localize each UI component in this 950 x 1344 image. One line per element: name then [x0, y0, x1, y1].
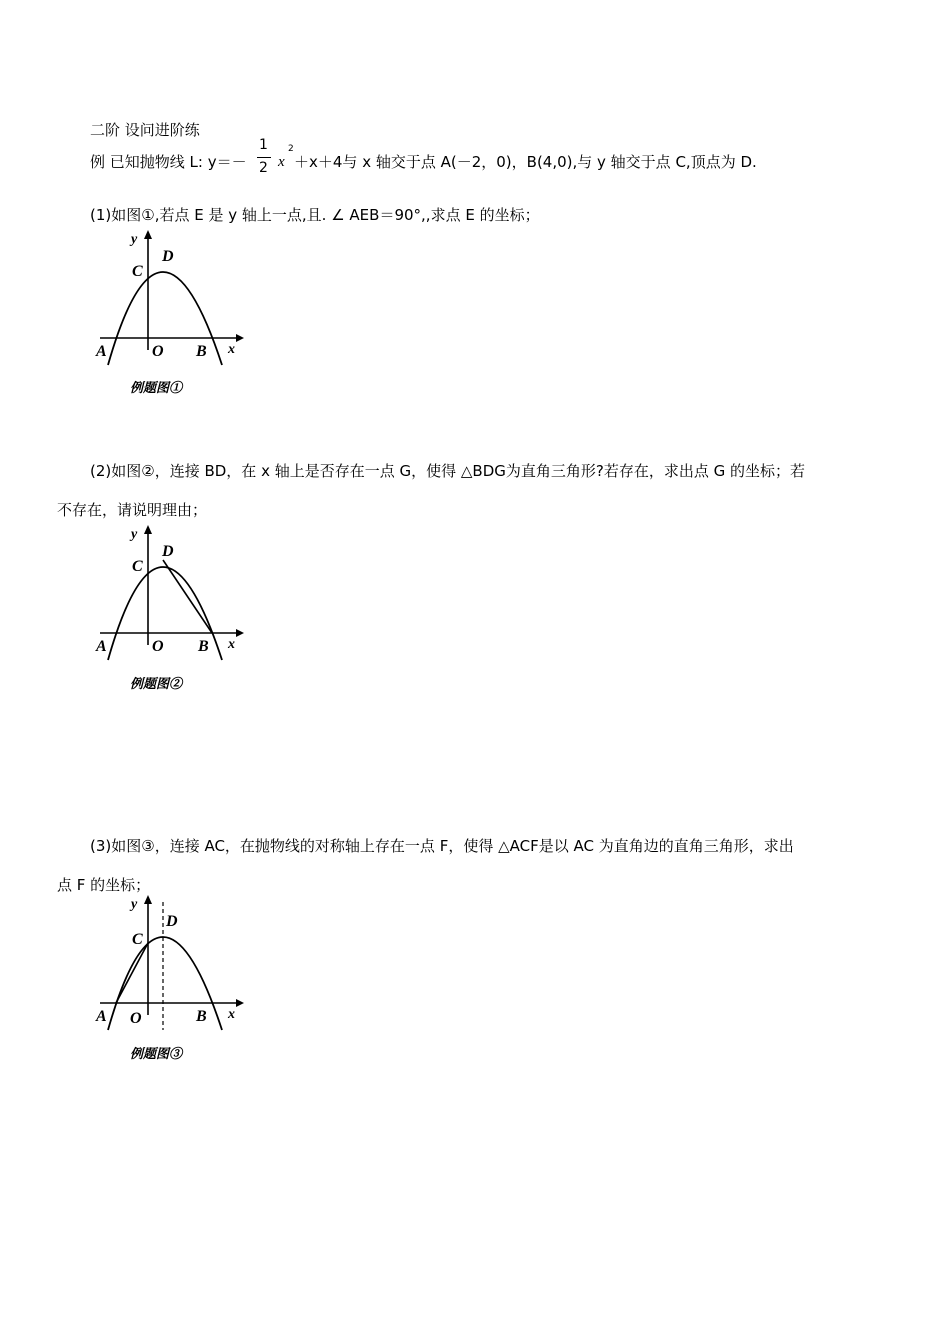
figure-2: [90, 520, 250, 695]
label-x: x: [228, 1007, 235, 1022]
fraction-numerator: 1: [259, 137, 268, 153]
figure-1: [90, 225, 250, 400]
question-3-line-1: (3)如图③，连接 AC，在抛物线的对称轴上存在一点 F，使得 △ACF是以 AC 为直角边的直角三角形，求出: [90, 837, 794, 855]
example-tail: ＋x＋4与 x 轴交于点 A(－2，0)，B(4,0),与 y 轴交于点 C,顶点为 D.: [294, 153, 757, 171]
question-2-line-2: 不存在，请说明理由；: [57, 501, 208, 519]
label-A: A: [96, 638, 107, 655]
segment-AC: [116, 943, 148, 1003]
question-3-line-2: 点 F 的坐标；: [57, 876, 151, 894]
label-D: D: [162, 248, 174, 265]
label-A: A: [96, 343, 107, 360]
x-axis-arrow-icon: [236, 334, 244, 342]
example-statement: [90, 152, 247, 172]
fraction-bar: [257, 157, 271, 158]
label-B: B: [196, 1008, 207, 1025]
example-prefix: 例 已知抛物线 L: y＝－: [90, 153, 247, 171]
x-squared-exponent: 2: [288, 144, 294, 154]
question-1: (1)如图①,若点 E 是 y 轴上一点,且. ∠ AEB＝90°,,求点 E 的坐标；: [90, 206, 540, 224]
label-D: D: [162, 543, 174, 560]
label-O: O: [152, 638, 164, 655]
y-axis-arrow-icon: [144, 230, 152, 239]
label-O: O: [152, 343, 164, 360]
label-C: C: [132, 558, 143, 575]
figure-caption: 例题图①: [130, 380, 183, 395]
figure-caption: 例题图②: [130, 676, 183, 691]
label-y: y: [131, 232, 138, 247]
y-axis-arrow-icon: [144, 895, 152, 904]
segment-BD: [163, 560, 212, 633]
label-A: A: [96, 1008, 107, 1025]
x-axis-arrow-icon: [236, 629, 244, 637]
label-C: C: [132, 263, 143, 280]
label-y: y: [131, 897, 138, 912]
section-title: 二阶 设问进阶练: [90, 121, 200, 139]
label-x: x: [228, 637, 235, 652]
figure-caption: 例题图③: [130, 1046, 183, 1061]
question-2-line-1: (2)如图②，连接 BD，在 x 轴上是否存在一点 G，使得 △BDG为直角三角形?若存在，求出点 G 的坐标；若: [90, 462, 806, 480]
label-B: B: [198, 638, 209, 655]
label-y: y: [131, 527, 138, 542]
x-squared-base: x: [278, 154, 285, 170]
label-O: O: [130, 1010, 142, 1027]
label-B: B: [196, 343, 207, 360]
label-x: x: [228, 342, 235, 357]
fraction-denominator: 2: [259, 160, 268, 176]
label-C: C: [132, 931, 143, 948]
y-axis-arrow-icon: [144, 525, 152, 534]
label-D: D: [166, 913, 178, 930]
figure-3: [90, 890, 250, 1065]
x-axis-arrow-icon: [236, 999, 244, 1007]
